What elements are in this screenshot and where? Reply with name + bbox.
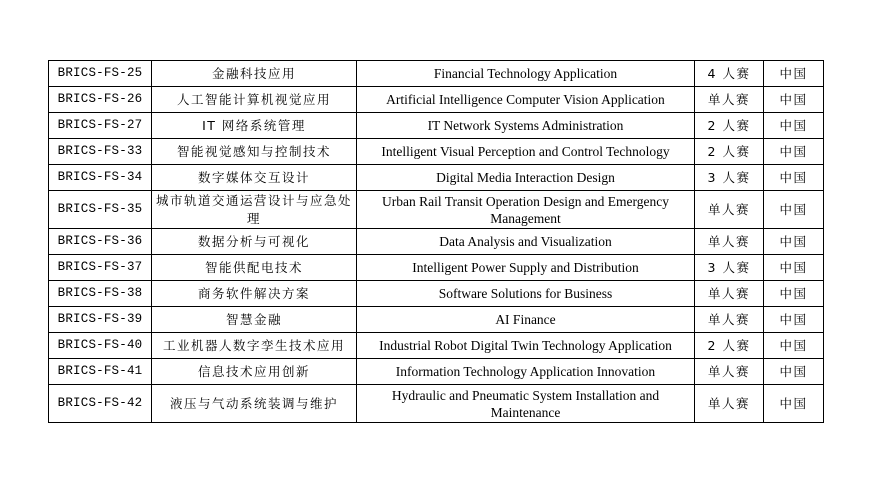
table-row — [49, 229, 824, 255]
event-code: BRICS-FS-25 — [49, 61, 152, 87]
event-name-cn: 商务软件解决方案 — [152, 281, 357, 307]
event-code: BRICS-FS-26 — [49, 87, 152, 113]
event-code: BRICS-FS-27 — [49, 113, 152, 139]
event-country: 中国 — [764, 191, 824, 229]
event-type: 单人赛 — [695, 229, 764, 255]
event-name-en: Software Solutions for Business — [357, 281, 695, 307]
event-code: BRICS-FS-35 — [49, 191, 152, 229]
event-country: 中国 — [764, 385, 824, 423]
event-code: BRICS-FS-42 — [49, 385, 152, 423]
event-type: 单人赛 — [695, 385, 764, 423]
event-country: 中国 — [764, 165, 824, 191]
table-row — [49, 87, 824, 113]
competition-table — [48, 60, 824, 423]
event-country: 中国 — [764, 87, 824, 113]
event-type: 单人赛 — [695, 87, 764, 113]
event-code: BRICS-FS-38 — [49, 281, 152, 307]
event-country: 中国 — [764, 255, 824, 281]
event-code: BRICS-FS-36 — [49, 229, 152, 255]
event-name-cn: 金融科技应用 — [152, 61, 357, 87]
event-name-cn: 城市轨道交通运营设计与应急处理 — [152, 191, 357, 229]
table-row — [49, 333, 824, 359]
event-code: BRICS-FS-40 — [49, 333, 152, 359]
event-name-en: Financial Technology Application — [357, 61, 695, 87]
event-name-cn: 人工智能计算机视觉应用 — [152, 87, 357, 113]
event-type: 3 人赛 — [695, 255, 764, 281]
table-row — [49, 61, 824, 87]
event-type: 单人赛 — [695, 281, 764, 307]
event-type: 2 人赛 — [695, 139, 764, 165]
event-country: 中国 — [764, 229, 824, 255]
event-type: 单人赛 — [695, 191, 764, 229]
event-name-en: Hydraulic and Pneumatic System Installation and Maintenance — [357, 385, 695, 423]
table-row — [49, 385, 824, 423]
table-row — [49, 165, 824, 191]
event-name-en: Information Technology Application Innovation — [357, 359, 695, 385]
event-name-cn: 智慧金融 — [152, 307, 357, 333]
event-code: BRICS-FS-37 — [49, 255, 152, 281]
event-name-cn: 数据分析与可视化 — [152, 229, 357, 255]
table-row — [49, 281, 824, 307]
event-name-cn: 工业机器人数字孪生技术应用 — [152, 333, 357, 359]
event-name-en: Industrial Robot Digital Twin Technology Application — [357, 333, 695, 359]
event-name-en: Data Analysis and Visualization — [357, 229, 695, 255]
event-name-en: Digital Media Interaction Design — [357, 165, 695, 191]
event-name-cn: 液压与气动系统装调与维护 — [152, 385, 357, 423]
table-row — [49, 139, 824, 165]
event-name-cn: IT 网络系统管理 — [152, 113, 357, 139]
event-type: 3 人赛 — [695, 165, 764, 191]
event-country: 中国 — [764, 61, 824, 87]
table-row — [49, 191, 824, 229]
event-name-cn: 智能供配电技术 — [152, 255, 357, 281]
table-row — [49, 307, 824, 333]
event-name-en: Urban Rail Transit Operation Design and Emergency Management — [357, 191, 695, 229]
event-code: BRICS-FS-34 — [49, 165, 152, 191]
table-row — [49, 255, 824, 281]
event-name-en: IT Network Systems Administration — [357, 113, 695, 139]
event-country: 中国 — [764, 359, 824, 385]
event-name-cn: 数字媒体交互设计 — [152, 165, 357, 191]
event-country: 中国 — [764, 113, 824, 139]
event-country: 中国 — [764, 333, 824, 359]
event-name-en: Artificial Intelligence Computer Vision Application — [357, 87, 695, 113]
event-code: BRICS-FS-41 — [49, 359, 152, 385]
event-type: 2 人赛 — [695, 333, 764, 359]
event-name-en: AI Finance — [357, 307, 695, 333]
event-type: 4 人赛 — [695, 61, 764, 87]
event-name-cn: 智能视觉感知与控制技术 — [152, 139, 357, 165]
event-type: 2 人赛 — [695, 113, 764, 139]
table-row — [49, 113, 824, 139]
event-name-cn: 信息技术应用创新 — [152, 359, 357, 385]
event-type: 单人赛 — [695, 359, 764, 385]
event-name-en: Intelligent Visual Perception and Control Technology — [357, 139, 695, 165]
event-country: 中国 — [764, 307, 824, 333]
event-country: 中国 — [764, 281, 824, 307]
event-code: BRICS-FS-33 — [49, 139, 152, 165]
event-type: 单人赛 — [695, 307, 764, 333]
table-row — [49, 359, 824, 385]
event-name-en: Intelligent Power Supply and Distribution — [357, 255, 695, 281]
event-country: 中国 — [764, 139, 824, 165]
event-code: BRICS-FS-39 — [49, 307, 152, 333]
